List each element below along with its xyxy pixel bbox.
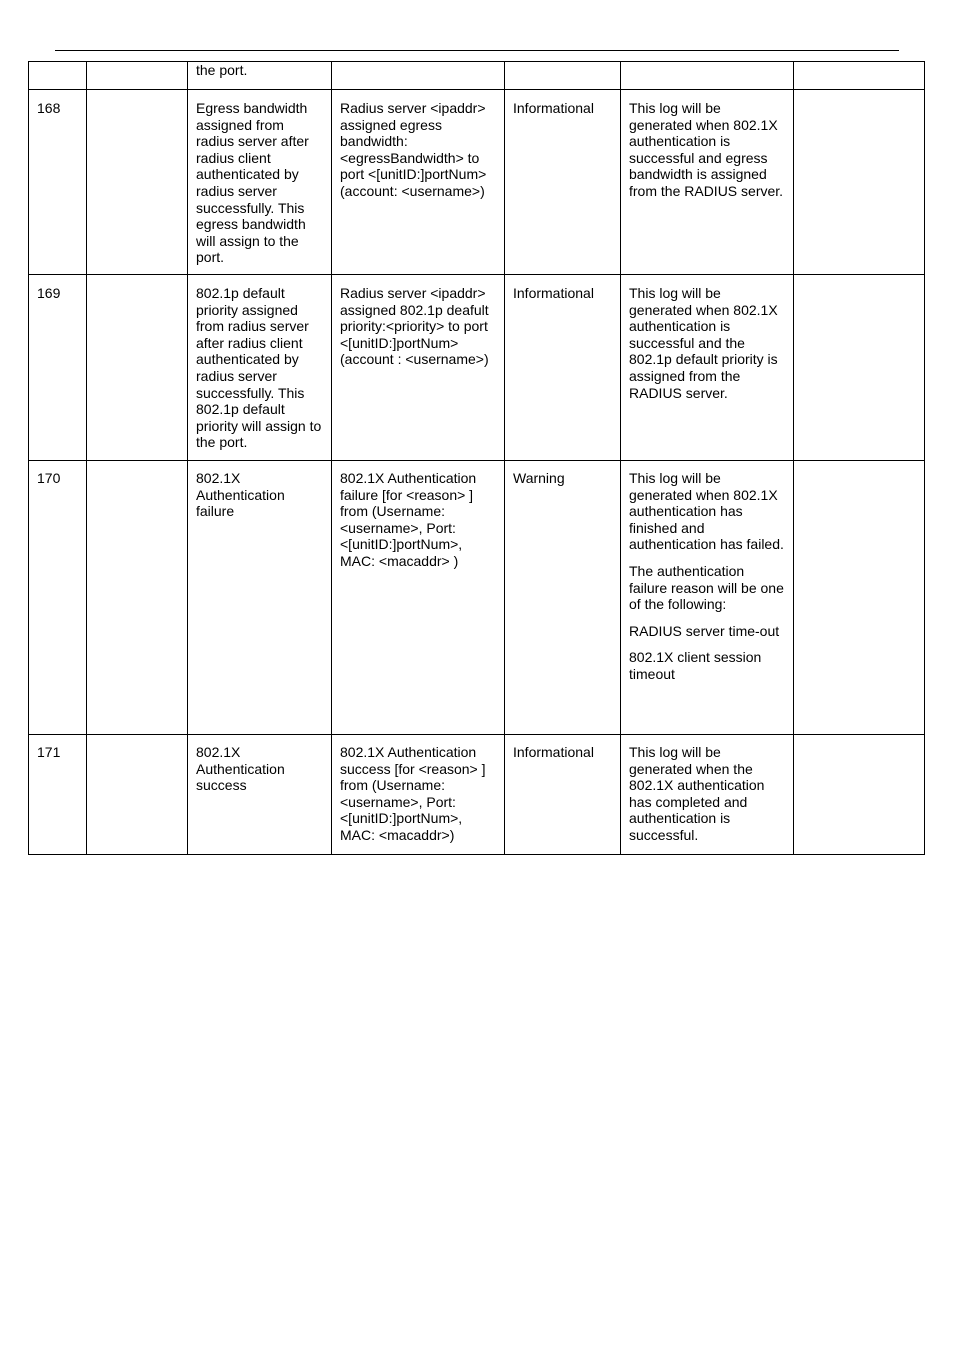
log-table — [28, 61, 925, 855]
parameters-cell — [87, 461, 188, 735]
remark-paragraph: 802.1X client session timeout — [629, 649, 762, 682]
table-row — [29, 275, 925, 461]
extra-cell — [794, 62, 925, 90]
table-row — [29, 461, 925, 735]
table-row — [29, 90, 925, 275]
remark-cell — [621, 735, 794, 855]
severity-cell: Warning — [505, 461, 621, 735]
severity-cell: Informational — [505, 275, 621, 461]
extra-cell — [794, 90, 925, 275]
meaning-cell: 802.1X Authentication success — [188, 735, 332, 855]
severity-cell: Informational — [505, 735, 621, 855]
parameters-cell — [87, 275, 188, 461]
remark-paragraph: This log will be generated when 802.1X authentication has finished and authentication has failed. — [629, 470, 784, 553]
header-rule — [55, 50, 899, 51]
remark-cell — [621, 461, 794, 735]
remark-paragraph: This log will be generated when 802.1X authentication is successful and the 802.1p default priority is assigned from the RADIUS server. — [629, 285, 778, 401]
remark-cell — [621, 275, 794, 461]
parameters-cell — [87, 735, 188, 855]
code-cell: 169 — [29, 275, 87, 461]
severity-cell: Informational — [505, 90, 621, 275]
meaning-cell: 802.1X Authentication failure — [188, 461, 332, 735]
meaning-cell: Egress bandwidth assigned from radius server after radius client authenticated by radius server successfully. This egress bandwidth will assign to the port. — [188, 90, 332, 275]
message-cell — [332, 62, 505, 90]
meaning-cell: the port. — [188, 62, 332, 90]
code-cell: 170 — [29, 461, 87, 735]
remark-paragraph: This log will be generated when the 802.1X authentication has completed and authentication is successful. — [629, 744, 765, 843]
remark-cell — [621, 62, 794, 90]
extra-cell — [794, 735, 925, 855]
message-cell: Radius server <ipaddr> assigned 802.1p deafult priority:<priority> to port <[unitID:]portNum> (account : <username>) — [332, 275, 505, 461]
code-cell: 168 — [29, 90, 87, 275]
meaning-cell: 802.1p default priority assigned from radius server after radius client authenticated by radius server successfully. This 802.1p default priority will assign to the port. — [188, 275, 332, 461]
remark-paragraph: RADIUS server time-out — [629, 622, 780, 639]
parameters-cell — [87, 62, 188, 90]
message-cell: Radius server <ipaddr> assigned egress bandwidth: <egressBandwidth> to port <[unitID:]portNum> (account: <username>) — [332, 90, 505, 275]
extra-cell — [794, 461, 925, 735]
extra-cell — [794, 275, 925, 461]
code-cell — [29, 62, 87, 90]
parameters-cell — [87, 90, 188, 275]
message-cell: 802.1X Authentication failure [for <reason> ] from (Username: <username>, Port: <[unitID:]portNum>, MAC: <macaddr> ) — [332, 461, 505, 735]
message-cell: 802.1X Authentication success [for <reason> ] from (Username: <username>, Port: <[unitID:]portNum>, MAC: <macaddr>) — [332, 735, 505, 855]
code-cell: 171 — [29, 735, 87, 855]
table-row — [29, 735, 925, 855]
table-row-continuation — [29, 62, 925, 90]
remark-paragraph: The authentication failure reason will be one of the following: — [629, 562, 784, 613]
remark-cell — [621, 90, 794, 275]
remark-paragraph: This log will be generated when 802.1X authentication is successful and egress bandwidth is assigned from the RADIUS server. — [629, 100, 784, 199]
severity-cell — [505, 62, 621, 90]
